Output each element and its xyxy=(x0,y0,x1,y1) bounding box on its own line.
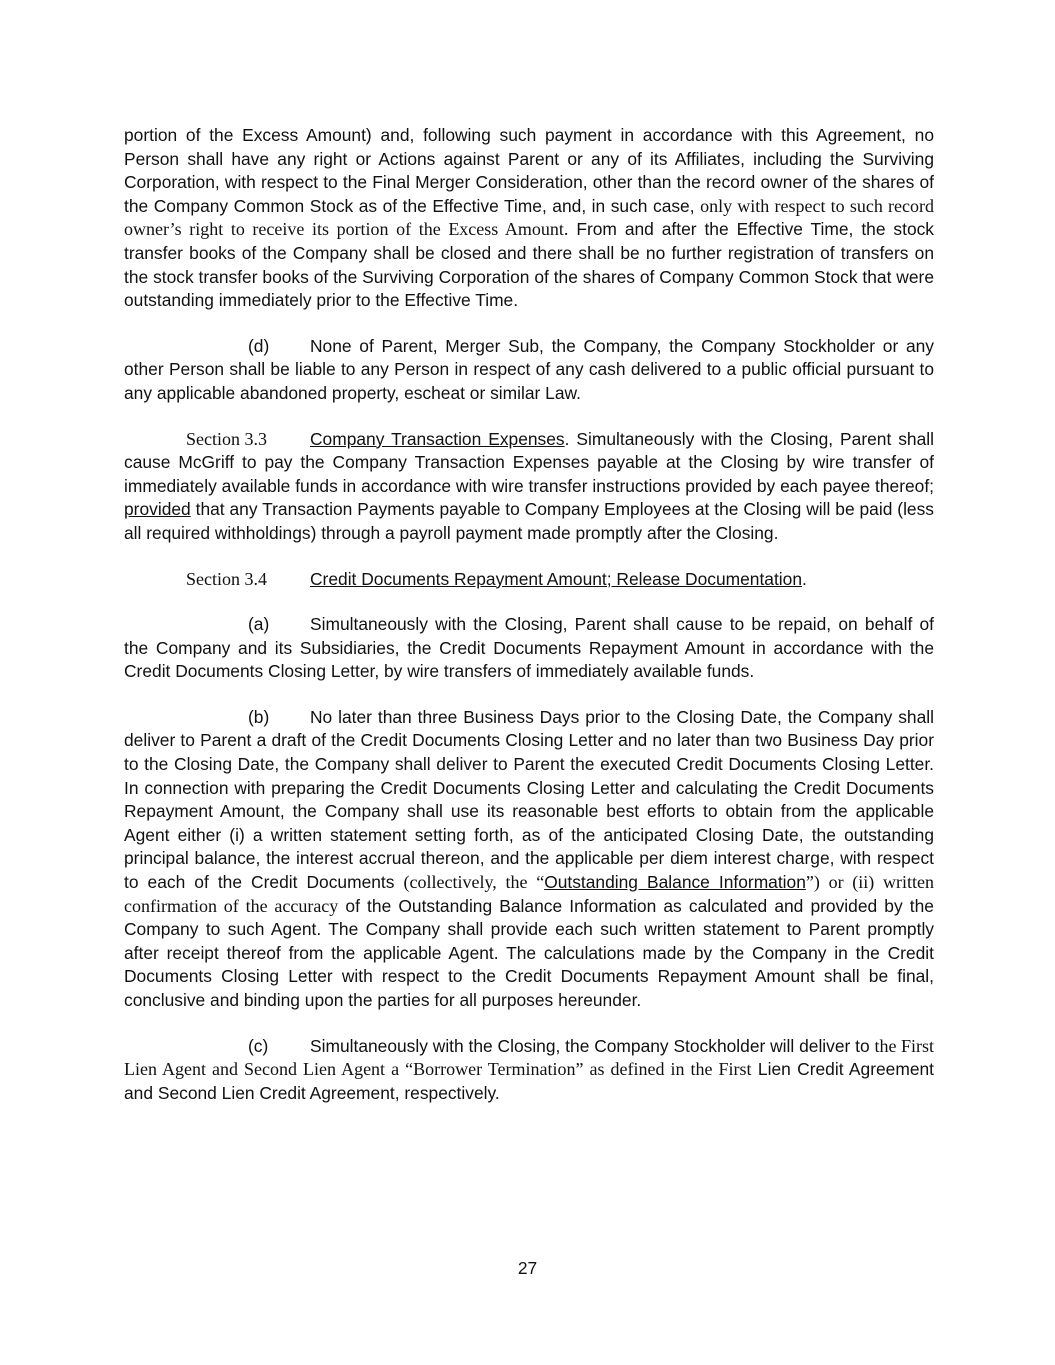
paragraph-label: (c) xyxy=(248,1035,269,1056)
section-heading: Company Transaction Expenses xyxy=(310,428,565,449)
paragraph-text: Simultaneously with the Closing, the Company Stockholder will deliver to xyxy=(310,1035,875,1056)
paragraph-text: . Simultaneously with the Closing, Parent shall cause McGriff to pay the Company Transaction Expenses payable at the Closing by wire transfer of immediately available funds in accordance with wire transfer instructions provided by each payee thereof; xyxy=(124,428,934,496)
paragraph-text-serif: (collectively, the “ xyxy=(403,872,545,893)
paragraph-text: None of Parent, Merger Sub, the Company, the Company Stockholder or any other Person shall be liable to any Person in respect of any cash delivered to a public official pursuant to any applicable abandoned property, escheat or similar Law. xyxy=(124,335,934,403)
section-period: . xyxy=(802,568,807,589)
paragraph-text: portion of the Excess Amount) and, following such payment in accordance with this Agreement, no Person shall have any right or Actions against Parent or any of its Affiliates, including the Surviving Corporation, with respect to the Final Merger Consideration, other than the record owner of the shares of the Company Common Stock as of the Effective Time, and, in such case, xyxy=(124,125,934,216)
paragraph-label: (a) xyxy=(248,614,270,635)
paragraph-a xyxy=(124,613,934,684)
paragraph-text-serif: only with respect to such record owner’s right to receive its portion of the Excess Amount. xyxy=(124,195,934,240)
paragraph-text: that any Transaction Payments payable to Company Employees at the Closing will be paid (less all required withholdings) through a payroll payment made promptly after the Closing. xyxy=(124,499,934,543)
section-number: Section 3.4 xyxy=(186,568,267,589)
document-page xyxy=(124,124,934,1127)
page-number: 27 xyxy=(517,1258,538,1278)
paragraph-text: No later than three Business Days prior to the Closing Date, the Company shall deliver to Parent a draft of the Credit Documents Closing Letter and no later than two Business Day prior to the Closing Date, the Company shall deliver to Parent the executed Credit Documents Closing Letter. In connection with preparing the Credit Documents Closing Letter and calculating the Credit Documents Repayment Amount, the Company shall use its reasonable best efforts to obtain from the applicable Agent either (i) a written statement setting forth, as of the anticipated Closing Date, the outstanding principal balance, the interest accrual thereon, and the applicable per diem interest charge, with respect to each of the Credit Documents xyxy=(124,706,934,893)
paragraph-text: From and after the Effective Time, the stock transfer books of the Company shall be closed and there shall be no further registration of transfers on the stock transfer books of the Surviving Corporation of the shares of Company Common Stock that were outstanding immediately prior to the Effective Time. xyxy=(124,219,935,311)
section-3-3 xyxy=(124,428,934,546)
paragraph-d xyxy=(124,335,934,406)
paragraph-text: of the Outstanding Balance Information as calculated and provided by the Company to such Agent. The Company shall provide each such written statement to Parent promptly after receipt thereof from the applicable Agent. The calculations made by the Company in the Credit Documents Closing Letter with respect to the Credit Documents Repayment Amount shall be final, conclusive and binding upon the parties for all purposes hereunder. xyxy=(124,895,934,1010)
paragraph-text-serif: ”) or (ii) written confirmation of the accuracy xyxy=(124,872,934,916)
provided-term: provided xyxy=(124,499,191,520)
paragraph-text-serif: the First Lien Agent and Second Lien Agent a “Borrower Termination” as defined in the First xyxy=(124,1035,935,1080)
section-3-4 xyxy=(124,568,934,592)
paragraph-excess-amount xyxy=(124,124,934,313)
section-heading: Credit Documents Repayment Amount; Release Documentation xyxy=(310,568,803,589)
paragraph-label: (b) xyxy=(248,706,270,727)
paragraph-text: Lien Credit Agreement and Second Lien Credit Agreement, respectively. xyxy=(124,1059,935,1103)
paragraph-text: Simultaneously with the Closing, Parent shall cause to be repaid, on behalf of the Company and its Subsidiaries, the Credit Documents Repayment Amount in accordance with the Credit Documents Closing Letter, by wire transfers of immediately available funds. xyxy=(124,614,934,682)
paragraph-b xyxy=(124,706,934,1013)
paragraph-label: (d) xyxy=(248,335,270,356)
defined-term: Outstanding Balance Information xyxy=(544,872,806,893)
section-number: Section 3.3 xyxy=(186,428,267,449)
paragraph-c xyxy=(124,1035,934,1106)
